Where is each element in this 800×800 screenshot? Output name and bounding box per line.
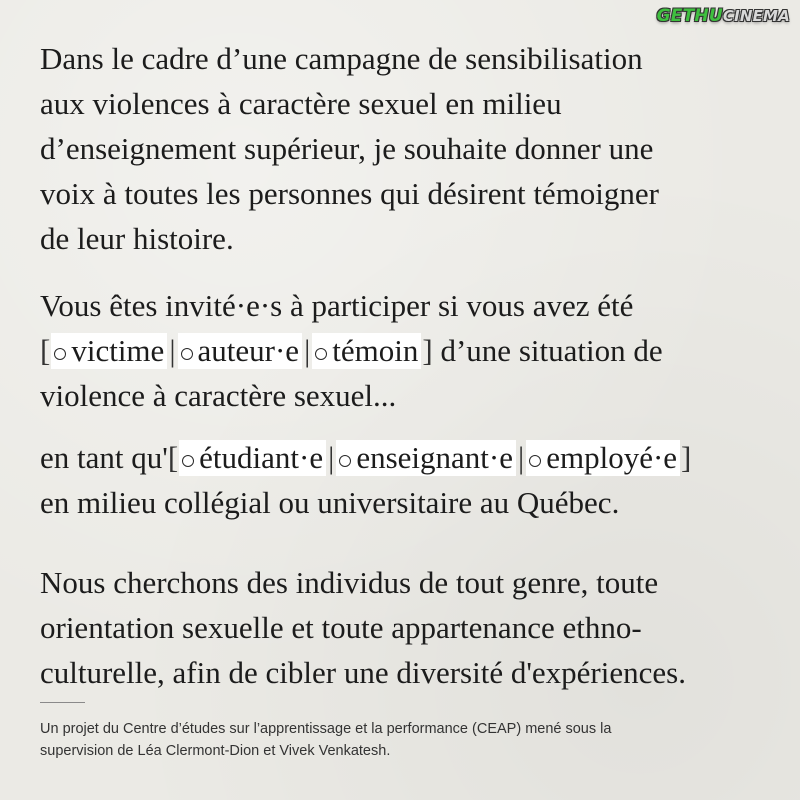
radio-circle-icon bbox=[529, 455, 541, 467]
intro-line: de leur histoire. bbox=[40, 221, 234, 256]
option-auteur[interactable] bbox=[178, 333, 303, 369]
diversity-paragraph bbox=[40, 560, 780, 695]
status-prefix: en tant qu' bbox=[40, 440, 168, 475]
radio-circle-icon bbox=[339, 455, 351, 467]
separator: | bbox=[169, 333, 176, 368]
option-employe[interactable] bbox=[526, 440, 680, 476]
role-paragraph bbox=[40, 283, 780, 418]
option-label: enseignant·e bbox=[356, 440, 513, 475]
option-temoin[interactable] bbox=[312, 333, 421, 369]
intro-line: d’enseignement supérieur, je souhaite donner une bbox=[40, 131, 654, 166]
radio-circle-icon bbox=[181, 348, 193, 360]
watermark-part1: GETHU bbox=[656, 6, 723, 26]
watermark-logo bbox=[657, 6, 790, 26]
intro-paragraph bbox=[40, 36, 780, 261]
footer-credits bbox=[40, 718, 780, 762]
footer-divider bbox=[40, 702, 85, 703]
status-line: en milieu collégial ou universitaire au Québec. bbox=[40, 485, 620, 520]
radio-circle-icon bbox=[182, 455, 194, 467]
option-label: témoin bbox=[332, 333, 419, 368]
open-bracket: [ bbox=[40, 333, 51, 368]
option-label: étudiant·e bbox=[199, 440, 324, 475]
role-line: violence à caractère sexuel... bbox=[40, 378, 397, 413]
watermark-part2: CINEMA bbox=[722, 7, 790, 25]
option-enseignant[interactable] bbox=[336, 440, 516, 476]
radio-circle-icon bbox=[315, 348, 327, 360]
separator: | bbox=[328, 440, 335, 475]
diversity-line: orientation sexuelle et toute appartenance ethno- bbox=[40, 610, 642, 645]
role-options-line bbox=[40, 328, 780, 373]
diversity-line: culturelle, afin de cibler une diversité d'expériences. bbox=[40, 655, 686, 690]
option-victime[interactable] bbox=[51, 333, 167, 369]
option-label: employé·e bbox=[546, 440, 678, 475]
diversity-line: Nous cherchons des individus de tout genre, toute bbox=[40, 565, 659, 600]
close-bracket: ] bbox=[422, 333, 433, 368]
radio-circle-icon bbox=[54, 348, 66, 360]
role-line-suffix: d’une situation de bbox=[440, 333, 663, 368]
footer-line: supervision de Léa Clermont-Dion et Vivek Venkatesh. bbox=[40, 743, 391, 759]
option-etudiant[interactable] bbox=[179, 440, 326, 476]
close-bracket: ] bbox=[681, 440, 692, 475]
status-paragraph bbox=[40, 435, 780, 525]
intro-line: Dans le cadre d’une campagne de sensibilisation bbox=[40, 41, 643, 76]
footer-line: Un projet du Centre d’études sur l’apprentissage et la performance (CEAP) mené sous la bbox=[40, 721, 612, 737]
separator: | bbox=[518, 440, 525, 475]
intro-line: aux violences à caractère sexuel en milieu bbox=[40, 86, 562, 121]
option-label: victime bbox=[71, 333, 165, 368]
open-bracket: [ bbox=[167, 440, 179, 475]
separator: | bbox=[304, 333, 311, 368]
status-options-line bbox=[40, 435, 780, 480]
role-line: Vous êtes invité·e·s à participer si vous avez été bbox=[40, 288, 634, 323]
option-label: auteur·e bbox=[197, 333, 300, 368]
intro-line: voix à toutes les personnes qui désirent témoigner bbox=[40, 176, 660, 211]
